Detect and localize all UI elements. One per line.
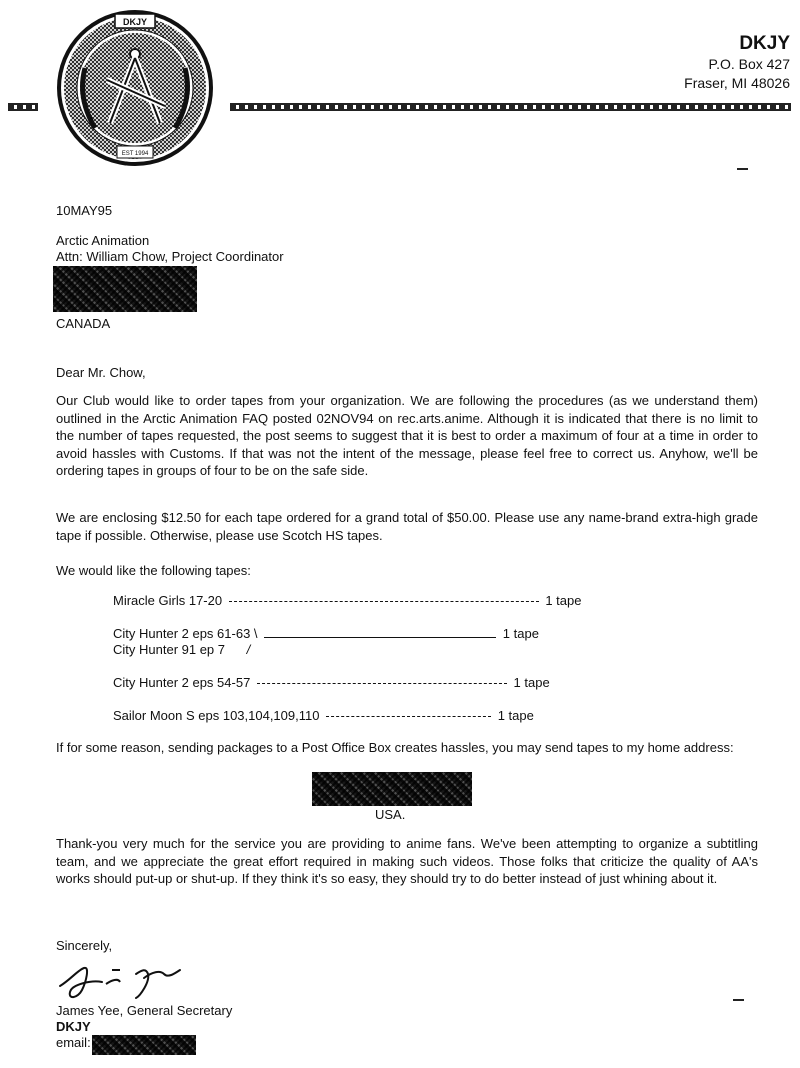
paragraph-2: We are enclosing $12.50 for each tape ordered for a grand total of $50.00. Please use any name-brand extra-high grade tape if possible. Otherwise, please use Scotch HS tapes. (56, 510, 758, 543)
tape-qty: 1 tape (502, 626, 539, 641)
bracket-mark: / (246, 642, 251, 657)
redacted-home-address (312, 772, 472, 806)
salutation: Dear Mr. Chow, (56, 365, 146, 380)
header-rule-left (8, 103, 38, 111)
margin-mark (733, 999, 744, 1001)
tape-title: City Hunter 2 eps 54-57 (113, 675, 251, 690)
tapes-intro: We would like the following tapes: (56, 563, 251, 578)
org-name: DKJY (739, 33, 790, 54)
paragraph-3: If for some reason, sending packages to a Post Office Box creates hassles, you may send tapes to my home address: (56, 740, 734, 755)
paragraph-4: Thank-you very much for the service you are providing to anime fans. We've been attempting to organize a subtitling team, and we appreciate the great effort required in making such videos. Those folks that criticize the quality of AA's works should put-up or shut-up. If they think it's so easy, they should try to do better instead of just whining about it. (56, 836, 758, 886)
tape-title: Sailor Moon S eps 103,104,109,110 (113, 708, 320, 723)
leader-line (264, 637, 496, 638)
recipient-attn: Attn: William Chow, Project Coordinator (56, 249, 284, 264)
tape-title: City Hunter 2 eps 61-63 \ (113, 626, 258, 641)
tape-qty: 1 tape (545, 593, 582, 608)
tape-title-2: City Hunter 91 ep 7 (113, 642, 226, 657)
letter-date: 10MAY95 (56, 203, 113, 218)
tape-item (113, 674, 550, 691)
paragraph-1: Our Club would like to order tapes from your organization. We are following the procedures (as we understand them) outlined in the Arctic Animation FAQ posted 02NOV94 on rec.arts.anime. Although it is indicated that there is no limit to the number of tapes requested, the post seems to suggest that it is best to order a maximum of four at a time in order to avoid hassles with Customs. If that was not the intent of the message, please feel free to correct us. Anyhow, we'll be ordering tapes in groups of four to be on the safe side. (56, 393, 758, 478)
seal-top-text: DKJY (122, 17, 148, 27)
leader-line (257, 683, 507, 684)
club-seal (55, 8, 215, 168)
margin-mark (737, 168, 748, 170)
closing: Sincerely, (56, 938, 113, 953)
email-label: email: (56, 1035, 91, 1050)
tape-item (113, 625, 539, 642)
org-po-box: P.O. Box 427 (708, 56, 790, 72)
redacted-address (53, 266, 197, 312)
signer-name: James Yee, General Secretary (56, 1003, 233, 1018)
tape-item (113, 592, 582, 609)
header-rule-right (230, 103, 791, 111)
seal-bottom-text: EST 1994 (121, 151, 149, 157)
redacted-email (92, 1035, 196, 1055)
tape-qty: 1 tape (513, 675, 550, 690)
tape-item (113, 707, 534, 724)
recipient-country: CANADA (56, 316, 111, 331)
tape-item-second-line (113, 641, 250, 658)
handwritten-signature (56, 956, 196, 1002)
leader-line (229, 601, 539, 602)
home-country: USA. (375, 807, 406, 822)
recipient-org: Arctic Animation (56, 233, 150, 248)
leader-line (326, 716, 491, 717)
tape-qty: 1 tape (497, 708, 534, 723)
signer-org: DKJY (56, 1019, 91, 1034)
tape-title: Miracle Girls 17-20 (113, 593, 223, 608)
org-city-state-zip: Fraser, MI 48026 (684, 75, 790, 91)
